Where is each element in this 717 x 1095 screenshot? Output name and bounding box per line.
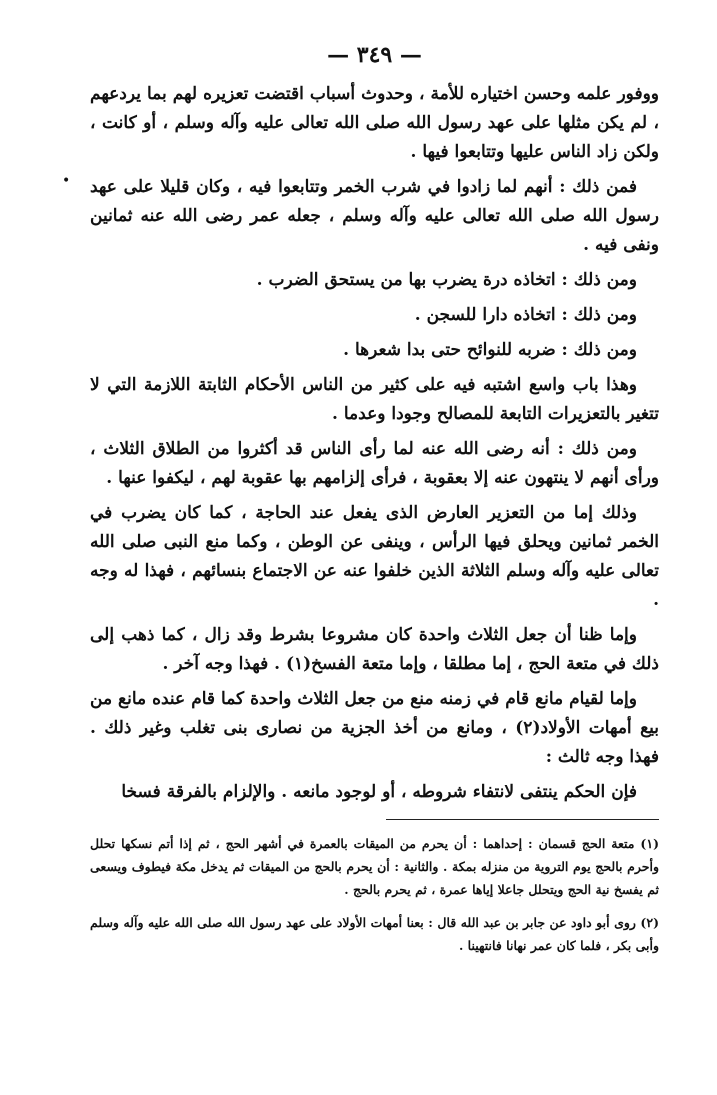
footnote-1: (١) متعة الحج قسمان : إحداهما : أن يحرم من الميقات بالعمرة في أشهر الحج ، ثم إذا أتم نسكها تحلل وأحرم بالحج يوم التروية من منزله بمكة . والثانية : أن يحرم بالحج من الميقات ثم يدخل مكة فيطوف ويسعى ثم يفسخ نية الحج ويتحلل جاعلا إياها عمرة ، ثم يحرم بالحج . [90, 836, 659, 897]
paragraph-7: ومن ذلك : أنه رضى الله عنه لما رأى الناس قد أكثروا من الطلاق الثلاث ، ورأى أنهم لا ينتهون عنه إلا بعقوبة ، فرأى إلزامهم بها عقوبة لهم ، ليكفوا عنها . [90, 439, 659, 488]
footnote-divider [386, 819, 659, 820]
paragraph-9: وإما ظنا أن جعل الثلاث واحدة كان مشروعا بشرط وقد زال ، كما ذهب إلى ذلك في متعة الحج ، إما مطلقا ، وإما متعة الفسخ(١) . فهذا وجه آخر . [90, 625, 659, 674]
bullet-mark: • [62, 173, 71, 189]
paragraph-2-row [62, 173, 659, 260]
paragraph-2: فمن ذلك : أنهم لما زادوا في شرب الخمر وتتابعوا فيه ، وكان قليلا على عهد رسول الله صلى الله تعالى عليه وآله وسلم ، جعله عمر رضى الله عنه ثمانين ونفى فيه . [90, 177, 659, 255]
paragraph-1: ووفور علمه وحسن اختياره للأمة ، وحدوث أسباب اقتضت تعزيره لهم بما يردعهم ، لم يكن مثلها على عهد رسول الله صلى الله تعالى عليه وآله وسلم ، أو كانت ، ولكن زاد الناس عليها وتتابعوا فيها . [90, 84, 659, 162]
paragraph-6: وهذا باب واسع اشتبه فيه على كثير من الناس الأحكام الثابتة اللازمة التي لا تتغير بالتعزيرات التابعة للمصالح وجودا وعدما . [90, 375, 659, 424]
paragraph-5: ومن ذلك : ضربه للنوائح حتى بدا شعرها . [343, 340, 637, 360]
paragraph-8: وذلك إما من التعزير العارض الذى يفعل عند الحاجة ، كما كان يضرب في الخمر ثمانين ويحلق فيها الرأس ، وينفى عن الوطن ، وكما منع النبى صلى الله تعالى عليه وآله وسلم الثلاثة الذين خلفوا عنه عن الاجتماع بنسائهم ، فهذا له وجه . [90, 503, 659, 610]
paragraph-11: فإن الحكم ينتفى لانتفاء شروطه ، أو لوجود مانعه . والإلزام بالفرقة فسخا [121, 782, 637, 802]
paragraph-3: ومن ذلك : اتخاذه درة يضرب بها من يستحق الضرب . [256, 270, 637, 290]
footnote-2: (٢) روى أبو داود عن جابر بن عبد الله قال : بعنا أمهات الأولاد على عهد رسول الله صلى الله عليه وآله وسلم وأبى بكر ، فلما كان عمر نهانا فانتهينا . [90, 915, 659, 953]
paragraph-4: ومن ذلك : اتخاذه دارا للسجن . [414, 305, 637, 325]
page-number: — ٣٤٩ — [327, 42, 422, 68]
paragraph-10: وإما لقيام مانع قام في زمنه منع من جعل الثلاث واحدة كما قام عنده مانع من بيع أمهات الأولاد(٢) ، ومانع من أخذ الجزية من نصارى بنى تغلب وغير ذلك . فهذا وجه ثالث : [90, 689, 659, 767]
